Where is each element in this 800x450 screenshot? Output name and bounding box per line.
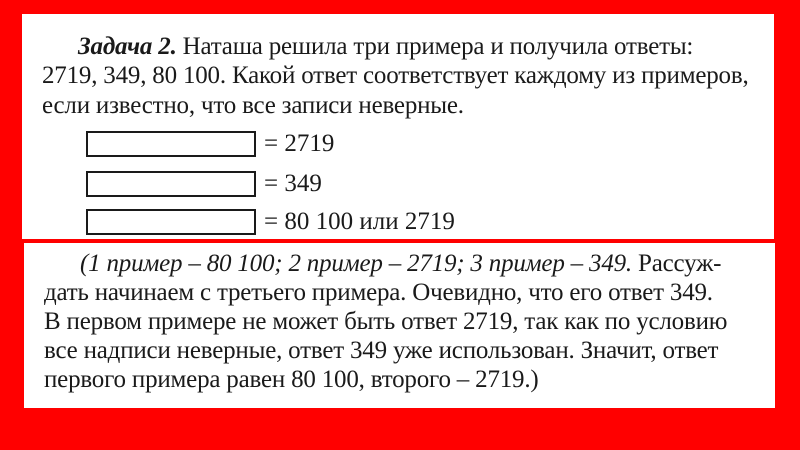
example-value-2: = 349 <box>264 170 322 197</box>
example-row-2 <box>86 169 322 199</box>
answer-line-2: дать начинаем с третьего примера. Очевидно, что его ответ 349. <box>44 279 713 306</box>
example-box-1 <box>86 131 256 157</box>
example-value-1: = 2719 <box>264 130 335 157</box>
example-value-3: = 80 100 или 2719 <box>264 208 455 235</box>
answer-line-3: В первом примере не может быть ответ 2719, так как по условию <box>44 308 728 335</box>
example-row-1 <box>86 129 334 159</box>
example-box-3 <box>86 209 256 235</box>
task-line-2: 2719, 349, 80 100. Какой ответ соответствует каждому из примеров, <box>42 62 749 89</box>
answer-line-4: все надписи неверные, ответ 349 уже использован. Значит, ответ <box>44 337 719 364</box>
task-line-1-text: Наташа решила три примера и получила ответы: <box>176 33 694 60</box>
answer-line-1 <box>80 249 721 279</box>
answer-line-1-text: Рассуж- <box>631 250 722 277</box>
answer-summary: (1 пример – 80 100; 2 пример – 2719; 3 пример – 349. <box>80 250 632 277</box>
example-row-3 <box>86 207 455 237</box>
task-line-1 <box>78 32 693 62</box>
task-title: Задача 2. <box>78 33 177 60</box>
task-panel <box>22 14 774 239</box>
task-line-3: если известно, что все записи неверные. <box>42 92 464 119</box>
answer-panel <box>24 243 775 408</box>
example-box-2 <box>86 171 256 197</box>
answer-line-5: первого примера равен 80 100, второго – 2719.) <box>44 366 539 393</box>
